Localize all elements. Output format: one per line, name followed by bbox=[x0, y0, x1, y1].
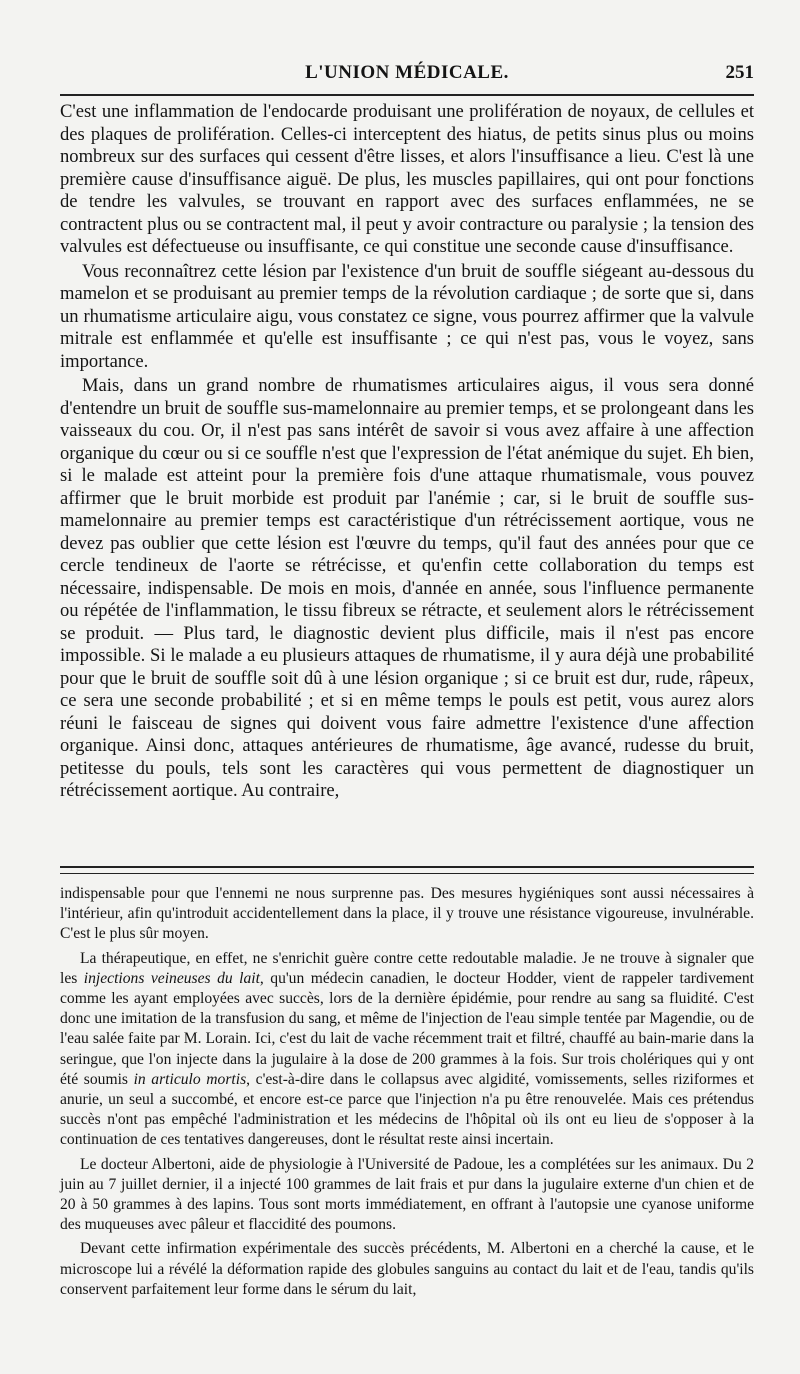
header-rule bbox=[60, 94, 754, 96]
text-run: , c'est-à-dire dans le collapsus avec algidité, vomissements, selles riziformes et anurie, un seul a succombé, et encore est-ce parce que l'injection n'a pu être renouvelée. Mais ces prétendus succès n'ont pas empêché l'administration et les médecins de l'hôpital où ils ont eu lieu de s'opposer à la continuation de ces tentatives dangereuses, dont le résultat reste ainsi incertain. bbox=[60, 1070, 754, 1149]
page-number: 251 bbox=[725, 62, 754, 83]
feuilleton-paragraph: indispensable pour que l'ennemi ne nous surprenne pas. Des mesures hygiéniques sont aussi nécessaires à l'intérieur, afin qu'introduit accidentellement dans la place, il y trouve une résistance vigoureuse, invulnérable. C'est le plus sûr moyen. bbox=[60, 885, 754, 943]
text-run: , qu'un médecin canadien, le docteur Hodder, vient de rappeler tardivement comme les ayant employées avec succès, lors de la dernière épidémie, pour rendre au sang sa fluidité. C'est donc une imitation de la transfusion du sang, et même de l'injection de l'eau simple tentée par Magendie, ou de l'eau salée faite par M. Lorain. Ici, c'est du lait de vache récemment trait et filtré, chauffé au bain-marie dans la seringue, que l'on injecte dans la jugulaire à la dose de 200 grammes à la fois. Sur trois cholériques qui y ont été soumis bbox=[60, 969, 754, 1088]
italic-phrase: in articulo mortis bbox=[133, 1070, 247, 1088]
text-run: La thérapeutique, en effet, ne s'enrichit guère contre cette redoutable maladie. Je ne trouve à signaler que les bbox=[60, 949, 754, 987]
paragraph: Mais, dans un grand nombre de rhumatismes articulaires aigus, il vous sera donné d'entendre un bruit de souffle sus-mamelonnaire au premier temps, et se prolongeant dans les vaisseaux du cou. Or, il n'est pas sans intérêt de savoir si vous avez affaire à une affection organique du cœur ou si ce souffle n'est que l'expression de l'état anémique du sujet. Eh bien, si le malade est atteint pour la première fois d'une attaque rhumatismale, vous pouvez affirmer que le bruit morbide est produit par l'anémie ; car, si le bruit de souffle sus-mamelonnaire au premier temps est caractéristique d'un rétrécissement aortique, vous ne devez pas oublier que cette lésion est l'œuvre du temps, qu'il faut des années pour que ce cercle tendineux de l'aorte se rétrécisse, et qu'enfin cette collaboration du temps est nécessaire, indispensable. De mois en mois, d'année en année, sous l'influence permanente ou répétée de l'inflammation, le tissu fibreux se rétracte, et seulement alors le rétrécissement se produit. — Plus tard, le diagnostic devient plus difficile, mais il n'est pas encore impossible. Si le malade a eu plusieurs attaques de rhumatisme, il y aura déjà une probabilité pour que le bruit de souffle soit dû à une lésion organique ; si ce bruit est dur, rude, râpeux, ce sera une seconde probabilité ; et si en même temps le pouls est petit, vous aurez alors réuni le faisceau de signes qui doivent vous faire admettre l'existence d'une affection organique. Ainsi donc, attaques antérieures de rhumatisme, âge avancé, rudesse du bruit, petitesse du pouls, tels sont les caractères qui vous permettent de diagnostiquer un rétrécissement aortique. Au contraire, bbox=[60, 375, 754, 801]
paragraph: C'est une inflammation de l'endocarde produisant une prolifération de noyaux, de cellules et des plaques de prolifération. Celles-ci interceptent des hiatus, de petits sinus plus ou moins nombreux sur des surfaces qui cessent d'être lisses, et alors l'insuffisance a lieu. C'est là une première cause d'insuffisance aiguë. De plus, les muscles papillaires, qui ont pour fonctions de tendre les valvules, se trouvant en rapport avec des surfaces enflammées, ne se contractent plus ou se contractent mal, il peut y avoir contracture ou paralysie ; la tension des valvules est défectueuse ou insuffisante, ce qui constitue une seconde cause d'insuffisance. bbox=[60, 101, 754, 257]
feuilleton-separator bbox=[60, 866, 754, 874]
feuilleton-paragraph: Le docteur Albertoni, aide de physiologie à l'Université de Padoue, les a complétées sur les animaux. Du 2 juin au 7 juillet dernier, il a injecté 100 grammes de lait frais et pur dans la jugulaire externe d'un chien et de 20 à 50 grammes à des lapins. Tous sont morts immédiatement, en offrant à l'autopsie une cyanose uniforme des muqueuses avec pâleur et flaccidité des poumons. bbox=[60, 1155, 754, 1234]
feuilleton-paragraph: Devant cette infirmation expérimentale des succès précédents, M. Albertoni en a cherché la cause, et le microscope lui a révélé la déformation rapide des globules sanguins au contact du lait et de l'eau, tandis qu'ils conservent parfaitement leur forme dans le sérum du lait, bbox=[60, 1240, 754, 1298]
feuilleton-text bbox=[60, 884, 754, 1304]
italic-phrase: injections veineuses du lait bbox=[83, 969, 260, 987]
paragraph: Vous reconnaîtrez cette lésion par l'existence d'un bruit de souffle siégeant au-dessous du mamelon et se produisant au premier temps de la révolution cardiaque ; de sorte que si, dans un rhumatisme articulaire aigu, vous constatez ce signe, vous pourrez affirmer que la valvule mitrale est enflammée et qu'elle est insuffisante ; ce qui n'est pas, vous le voyez, sans importance. bbox=[60, 260, 754, 372]
main-text bbox=[60, 101, 754, 805]
feuilleton-paragraph bbox=[60, 949, 754, 1151]
page-header bbox=[60, 58, 754, 88]
running-title: L'UNION MÉDICALE. bbox=[305, 62, 509, 83]
